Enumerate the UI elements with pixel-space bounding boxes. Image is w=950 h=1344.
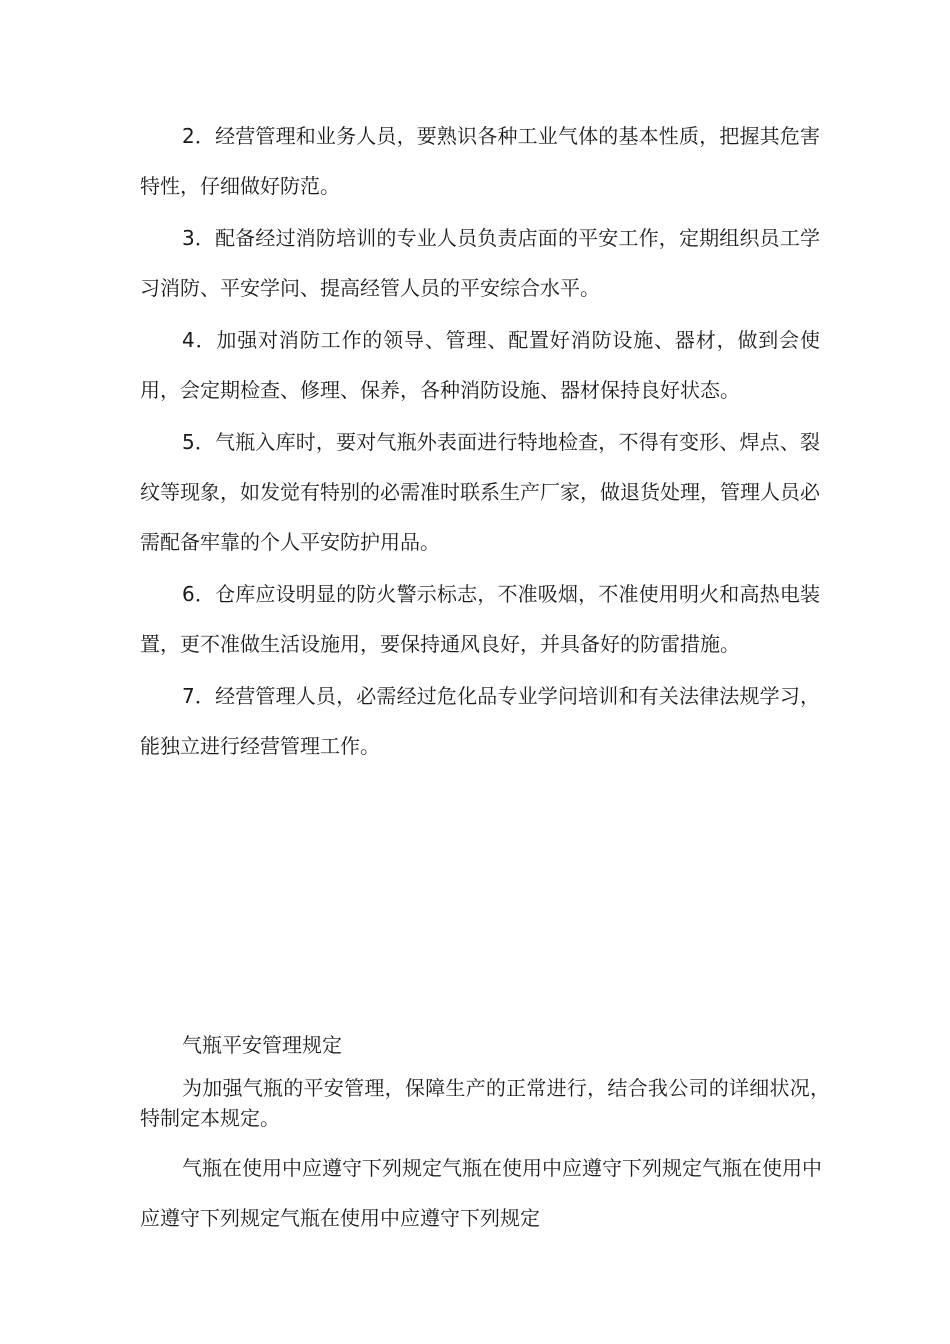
section-title: 气瓶平安管理规定 <box>182 1033 342 1057</box>
rule-item-7: 7．经营管理人员，必需经过危化品专业学问培训和有关法律法规学习，能独立进行经营管理工作。 <box>140 684 820 758</box>
rule-item-4: 4．加强对消防工作的领导、管理、配置好消防设施、器材，做到会使用，会定期检查、修理、保养，各种消防设施、器材保持良好状态。 <box>140 328 820 402</box>
gas-cylinder-section <box>140 1027 830 1243</box>
rule-item-5: 5．气瓶入库时，要对气瓶外表面进行特地检查，不得有变形、焊点、裂纹等现象，如发觉有特别的必需准时联系生产厂家，做退货处理，管理人员必需配备牢靠的个人平安防护用品。 <box>140 430 820 554</box>
rules-list <box>140 111 820 773</box>
rule-item-2: 2．经营管理和业务人员，要熟识各种工业气体的基本性质，把握其危害特性，仔细做好防范。 <box>140 124 820 198</box>
section-intro: 为加强气瓶的平安管理，保障生产的正常进行，结合我公司的详细状况，特制定本规定。 <box>140 1076 830 1130</box>
rule-item-6: 6．仓库应设明显的防火警示标志，不准吸烟，不准使用明火和高热电装置，更不准做生活设施用，要保持通风良好，并具备好的防雷措施。 <box>140 582 820 656</box>
section-body: 气瓶在使用中应遵守下列规定气瓶在使用中应遵守下列规定气瓶在使用中应遵守下列规定气瓶在使用中应遵守下列规定 <box>140 1156 822 1230</box>
rule-item-3: 3．配备经过消防培训的专业人员负责店面的平安工作，定期组织员工学习消防、平安学问、提高经管人员的平安综合水平。 <box>140 226 820 300</box>
